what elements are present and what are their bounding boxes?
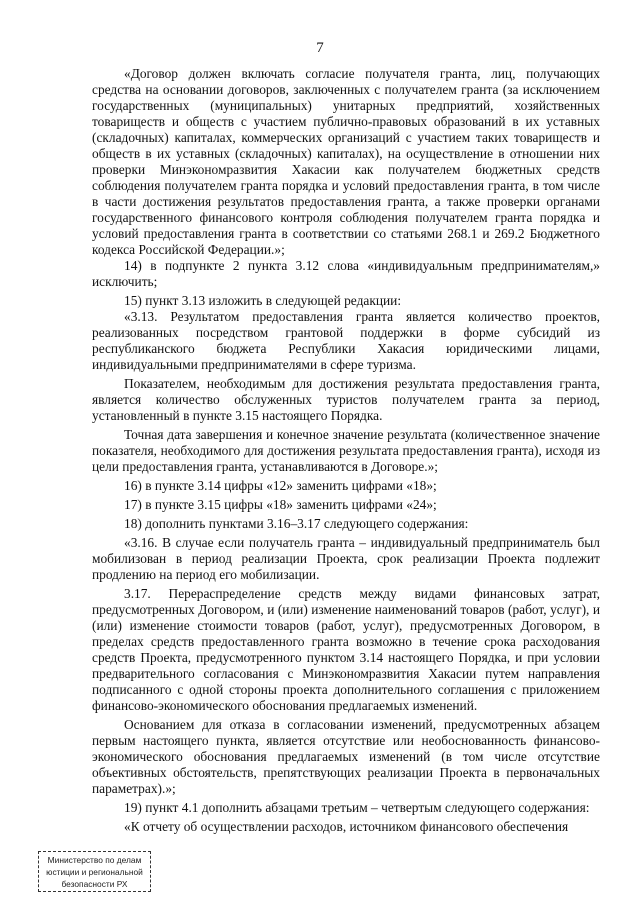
paragraph: 17) в пункте 3.15 цифры «18» заменить цифрами «24»; bbox=[124, 497, 437, 512]
stamp-line: безопасности РХ bbox=[61, 879, 128, 889]
stamp-line: юстиции и региональной bbox=[46, 867, 143, 877]
paragraph: Точная дата завершения и конечное значение результата (количественное значение показателя, необходимого для достижения результата предоставления гранта), исходя из цели предоставления гранта, устанавливаются в Договоре.»; bbox=[92, 427, 600, 474]
document-body bbox=[92, 66, 600, 835]
ministry-stamp bbox=[38, 851, 151, 892]
paragraph: 16) в пункте 3.14 цифры «12» заменить цифрами «18»; bbox=[124, 478, 437, 493]
paragraph: «Договор должен включать согласие получателя гранта, лиц, получающих средства на основании договоров, заключенных с получателем гранта (за исключением государственных (муниципальных) унитарных предприятий, хозяйственных товариществ и обществ с участием публично-правовых образований в их уставных (складочных) капиталах, коммерческих организаций с участием таких товариществ и обществ в их уставных (складочных) капиталах), на осуществление в отношении них проверки Минэкономразвития Хакасии как получателем бюджетных средств соблюдения получателем гранта порядка и условий предоставления гранта, в том числе в части достижения результатов предоставления гранта, а также проверки органами государственного финансового контроля соблюдения получателем гранта порядка и условий предоставления гранта в соответствии со статьями 268.1 и 269.2 Бюджетного кодекса Российской Федерации.»; bbox=[92, 66, 600, 257]
paragraph: 15) пункт 3.13 изложить в следующей редакции: bbox=[124, 293, 402, 308]
paragraph: «К отчету об осуществлении расходов, источником финансового обеспечения bbox=[124, 819, 569, 834]
paragraph: «3.16. В случае если получатель гранта – индивидуальный предприниматель был мобилизован в период реализации Проекта, срок реализации Проекта подлежит продлению на период его мобилизации. bbox=[92, 535, 600, 582]
page-number: 7 bbox=[316, 40, 324, 56]
paragraph: 18) дополнить пунктами 3.16–3.17 следующего содержания: bbox=[124, 516, 469, 531]
paragraph: 19) пункт 4.1 дополнить абзацами третьим – четвертым следующего содержания: bbox=[124, 800, 590, 815]
paragraph: 3.17. Перераспределение средств между видами финансовых затрат, предусмотренных Договором, и (или) изменение наименований товаров (работ, услуг), и (или) изменение стоимости товаров (работ, услуг), предусмотренных Договором, в пределах средств предоставленного гранта возможно в течение срока расходования средств Проекта, предусмотренного пунктом 3.14 настоящего Порядка, и при условии предварительного согласования с Минэкономразвития Хакасии путем направления подписанного с одной стороны проекта дополнительного соглашения с приложением финансово-экономического обоснования предлагаемых изменений. bbox=[92, 586, 600, 713]
paragraph: Показателем, необходимым для достижения результата предоставления гранта, является количество обслуженных туристов получателем гранта за период, установленный в пункте 3.15 настоящего Порядка. bbox=[92, 376, 600, 423]
paragraph: 14) в подпункте 2 пункта 3.12 слова «индивидуальным предпринимателям,» исключить; bbox=[92, 258, 600, 289]
stamp-line: Министерство по делам bbox=[47, 855, 142, 865]
paragraph: «3.13. Результатом предоставления гранта является количество проектов, реализованных посредством грантовой поддержки в форме субсидий из республиканского бюджета Республики Хакасия юридическими лицами, индивидуальными предпринимателями в сфере туризма. bbox=[92, 309, 600, 372]
paragraph: Основанием для отказа в согласовании изменений, предусмотренных абзацем первым настоящего пункта, является отсутствие или необоснованность финансово-экономического обоснования предлагаемых изменений (в том числе отсутствие объективных обстоятельств, препятствующих реализации Проекта в первоначальных параметрах).»; bbox=[92, 717, 600, 796]
